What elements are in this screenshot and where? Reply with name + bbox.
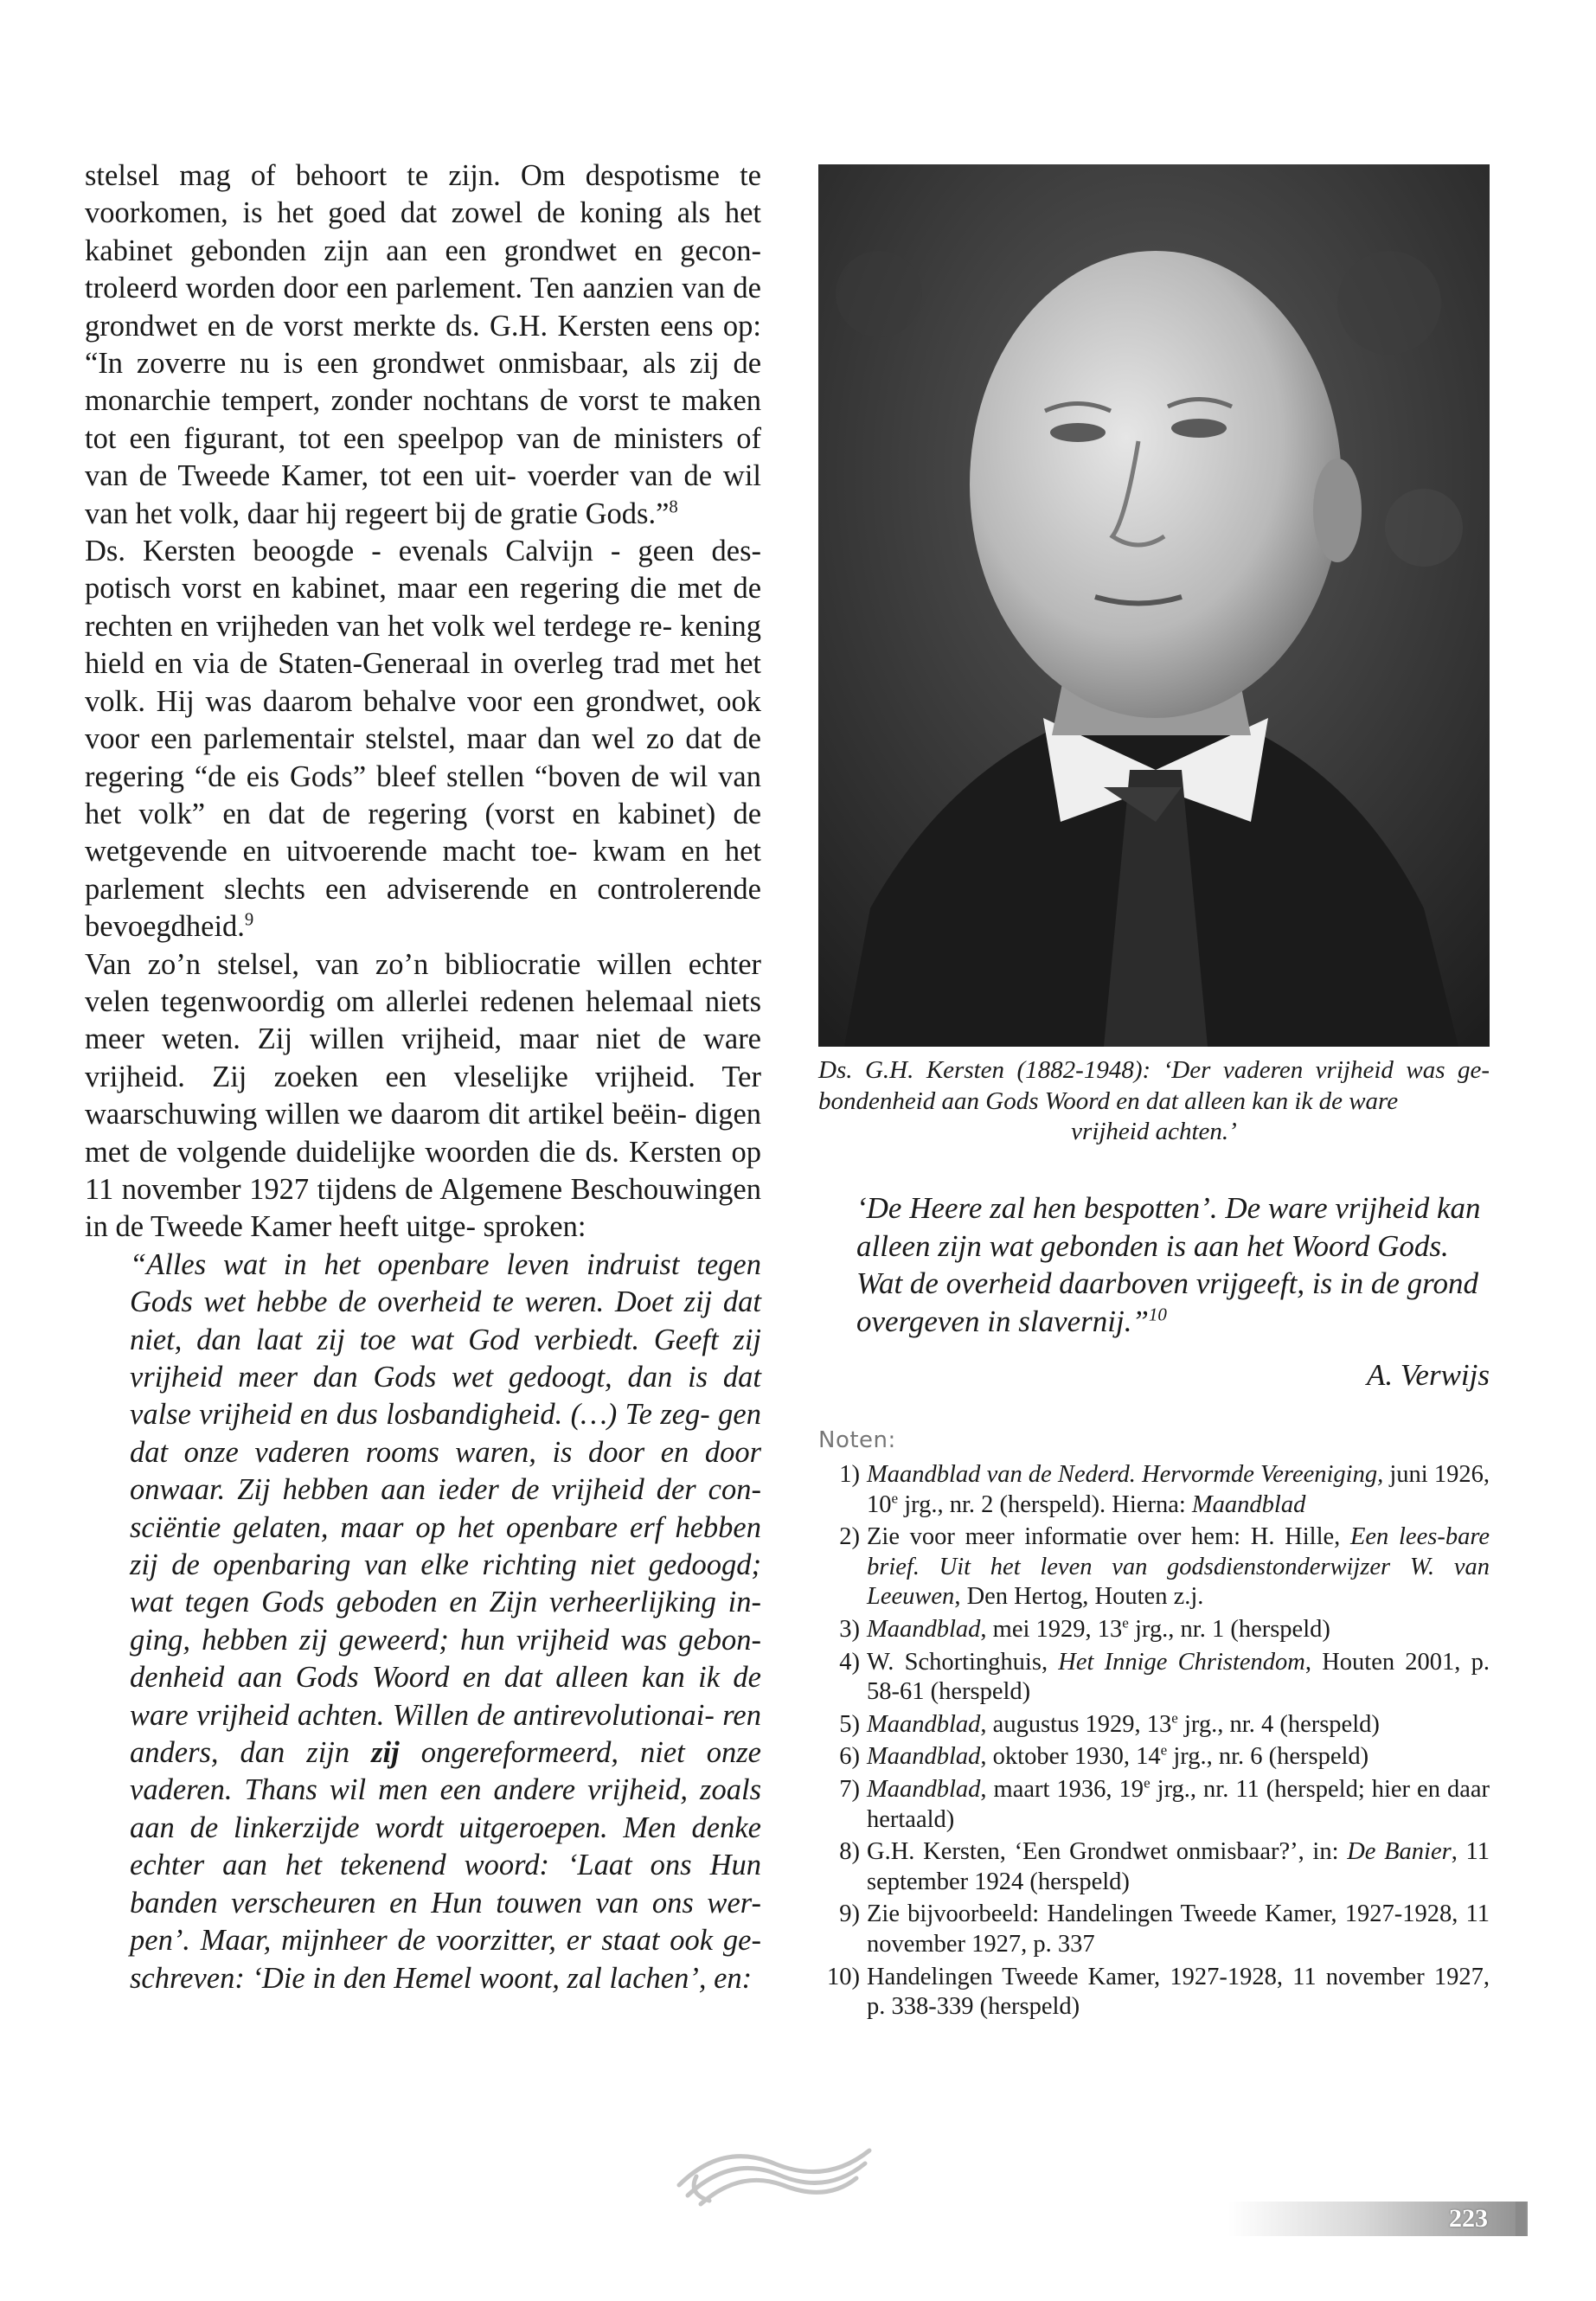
notes-heading: Noten:	[818, 1427, 896, 1453]
footnote-6: 6) Maandblad, oktober 1930, 14e jrg., nr. 6 (herspeld)	[839, 1741, 1369, 1771]
footnote-5: 5) Maandblad, augustus 1929, 13e jrg., nr. 4 (herspeld)	[839, 1709, 1380, 1738]
footnote-4: 4) W. Schortinghuis, Het Innige Christendom, Houten 2001, p. 58-61 (herspeld)	[839, 1648, 1490, 1706]
photo-caption: Ds. G.H. Kersten (1882-1948): ‘Der vaderen vrijheid was ge- bondenheid aan Gods Woord en dat alleen kan ik de ware vrijheid achten.’	[818, 1056, 1490, 1145]
paragraph-2: Ds. Kersten beoogde - evenals Calvijn - geen des- potisch vorst en kabinet, maar een regering die met de rechten en vrijheden van het volk wel terdege re- kening hield en via de Staten-Generaal in overleg trad met het volk. Hij was daarom behalve voor een grondwet, ook voor een parlementair stelstel, maar dan wel zo dat de regering “de eis Gods” bleef stellen “boven de wil van het volk” en dat de regering (vorst en kabinet) de wetgevende en uitvoerende macht toe- kwam en het parlement slechts een adviserende en controlerende bevoegdheid.$^9$	[85, 535, 762, 944]
footnote-10: 10) Handelingen Tweede Kamer, 1927-1928, 11 november 1927, p. 338-339 (herspeld)	[827, 1963, 1490, 2021]
portrait-illustration	[818, 164, 1490, 1047]
paragraph-1: stelsel mag of behoort te zijn. Om despotisme te voorkomen, is het goed dat zowel de koning als het kabinet gebonden zijn aan een grondwet en gecon- troleerd worden door een parlement. Ten aanzien van de grondwet en de vorst merkte ds. G.H. Kersten eens op: “In zoverre nu is een grondwet onmisbaar, als zij de monarchie tempert, zonder nochtans de vorst te maken tot een figurant, tot een speelpop van de ministers of van de Tweede Kamer, tot een uit- voerder van de wil van het volk, daar hij regeert bij de gratie Gods.”$^8$	[85, 159, 762, 530]
footnote-ref-9: 9	[244, 910, 254, 930]
footnote-7: 7) Maandblad, maart 1936, 19e jrg., nr. 11 (herspeld; hier en daar hertaald)	[839, 1774, 1490, 1833]
footnote-1: 1) Maandblad van de Nederd. Hervormde Vereeniging, juni 1926, 10e jrg., nr. 2 (herspeld). Hierna: Maandblad	[839, 1461, 1490, 1518]
kersten-quote: “Alles wat in het openbare leven indruist tegen Gods wet hebbe de overheid te weren. Doet zij dat niet, dan laat zij toe wat God verbiedt. Geeft zij vrijheid meer dan Gods wet gedoogt, dan is dat valse vrijheid en dus losbandigheid. (…) Te zeg- gen dat onze vaderen rooms waren, is door en door onwaar. Zij hebben aan ieder de vrijheid der con- sciëntie gelaten, maar op het openbare erf hebben zij de openbaring van elke richting niet gedoogd; wat tegen Gods geboden en Zijn verheerlijking in- ging, hebben zij geweerd; hun vrijheid was gebon- denheid aan Gods Woord en dat alleen kan ik de ware vrijheid achten. Willen de antirevolutionai- ren anders, dan zijn zij ongereformeerd, niet onze vaderen. Thans wil men een andere vrijheid, zoals aan de linkerzijde wordt uitgeroepen. Men denke echter aan het tekenend woord: ‘Laat ons Hun banden verscheuren en Hun touwen van ons wer- pen’. Maar, mijnheer de voorzitter, er staat ook ge- schreven: ‘Die in den Hemel woont, zal lachen’, en:	[130, 1247, 761, 1995]
footnote-ref-10: 10	[1148, 1303, 1167, 1324]
footnotes-list	[818, 1460, 1490, 2025]
emphasis-zij: zij	[371, 1736, 400, 1770]
footnote-3: 3) Maandblad, mei 1929, 13e jrg., nr. 1 (herspeld)	[839, 1614, 1330, 1643]
footnote-9: 9) Zie bijvoorbeeld: Handelingen Tweede Kamer, 1927-1928, 11 november 1927, p. 337	[839, 1900, 1490, 1958]
paragraph-3: Van zo’n stelsel, van zo’n bibliocratie willen echter velen tegenwoordig om allerlei redenen helemaal niets meer weten. Zij willen vrijheid, maar niet de ware vrijheid. Zij zoeken een vleselijke vrijheid. Ter waarschuwing willen we daarom dit artikel beëin- digen met de volgende duidelijke woorden die ds. Kersten op 11 november 1927 tijdens de Algemene Beschouwingen in de Tweede Kamer heeft uitge- sproken:	[85, 947, 762, 1244]
page-number: 223	[1449, 2204, 1488, 2233]
page-edge-marker	[1516, 2202, 1526, 2236]
left-column	[85, 157, 761, 1997]
author-name: A. Verwijs	[1367, 1358, 1490, 1392]
footnote-8: 8) G.H. Kersten, ‘Een Grondwet onmisbaar?’, in: De Banier, 11 september 1924 (herspeld)	[839, 1838, 1490, 1895]
portrait-photo	[818, 164, 1490, 1047]
swirl-ornament-icon	[670, 2133, 878, 2211]
footnote-ref-8: 8	[669, 497, 678, 517]
footnote-2: 2) Zie voor meer informatie over hem: H. Hille, Een lees-bare brief. Uit het leven van godsdienstonderwijzer W. van Leeuwen, Den Hertog, Houten z.j.	[839, 1523, 1490, 1611]
quote-continuation: ‘De Heere zal hen bespotten’. De ware vrijheid kan alleen zijn wat gebonden is aan het Woord Gods. Wat de overheid daarboven vrijgeeft, is in de grond overgeven in slavernij.”$^{10}$	[856, 1191, 1481, 1338]
